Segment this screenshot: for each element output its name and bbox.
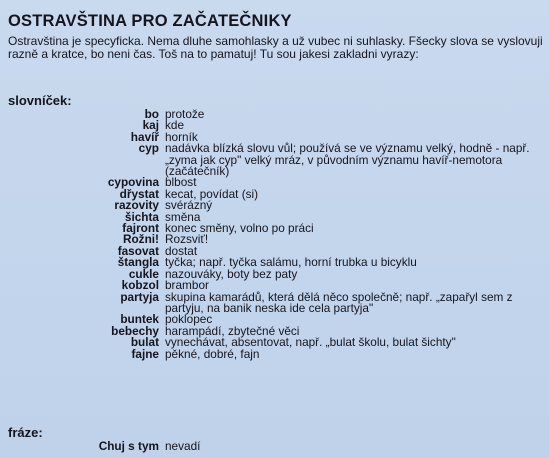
- section-heading-slovnicek: slovníček:: [8, 93, 72, 108]
- entry-definition: svérázný: [165, 198, 213, 213]
- entry-definition: kde: [165, 118, 185, 133]
- glossary-list: [0, 109, 549, 360]
- entry-term: razovity: [114, 198, 159, 213]
- section-heading-fraze: fráze:: [8, 425, 43, 440]
- glossary-entry: [0, 441, 549, 452]
- glossary-entry: [0, 177, 549, 188]
- entry-term: cypovina: [107, 175, 159, 190]
- glossary-entry: [0, 346, 549, 361]
- entry-definition: nadávka blízká slovu vůl; používá se ve významu velký, hodně - např. „zyma jak cyp" velký mráz, v původním významu havíř-nemotora (začátečník): [165, 141, 530, 179]
- entry-definition: nevadí: [165, 439, 201, 453]
- phrase-list: [0, 441, 549, 452]
- entry-definition: pěkné, dobré, fajn: [165, 346, 260, 361]
- entry-definition: poklopec: [165, 312, 213, 327]
- glossary-entry: [0, 223, 549, 234]
- entry-definition: nazouváky, boty bez paty: [165, 266, 298, 281]
- entry-definition: vynechávat, absentovat, např. „bulat školu, bulat šichty": [165, 335, 456, 350]
- glossary-entry: [0, 266, 549, 281]
- glossary-entry: [0, 186, 549, 201]
- entry-term: dřystat: [119, 186, 159, 201]
- glossary-entry: [0, 289, 549, 315]
- entry-term: fasovat: [117, 243, 159, 258]
- entry-definition: směna: [165, 209, 201, 224]
- entry-definition: brambor: [165, 278, 209, 293]
- entry-term: Rožni!: [122, 232, 159, 247]
- entry-term: Chuj s tym: [98, 439, 159, 453]
- entry-definition: harampádí, zbytečné věci: [165, 323, 300, 338]
- entry-term: kobzol: [121, 278, 159, 293]
- entry-definition: blbost: [165, 175, 197, 190]
- glossary-entry: [0, 120, 549, 131]
- glossary-entry: [0, 109, 549, 120]
- entry-term: štangla: [117, 255, 159, 270]
- entry-definition: protože: [165, 107, 205, 121]
- glossary-entry: [0, 234, 549, 245]
- entry-definition: tyčka; např. tyčka salámu, horní trubka u bicyklu: [165, 255, 417, 270]
- entry-term: fajront: [122, 221, 159, 236]
- entry-definition: skupina kamarádů, která dělá něco společně; např. „zapařyl sem z partyju, na banik neska ide cela partyja": [165, 289, 513, 315]
- entry-term: šichta: [124, 209, 159, 224]
- entry-definition: kecat, povídat (si): [165, 186, 259, 201]
- entry-term: fajne: [131, 346, 159, 361]
- entry-term: bebechy: [111, 323, 159, 338]
- glossary-entry: [0, 200, 549, 211]
- entry-term: partyja: [120, 289, 159, 304]
- glossary-entry: [0, 143, 549, 177]
- entry-definition: Rozsviť!: [165, 232, 209, 247]
- entry-term: buntek: [120, 312, 159, 327]
- entry-term: cyp: [138, 141, 159, 156]
- page-title: OSTRAVŠTINA PRO ZAČATEČNIKY: [8, 12, 292, 30]
- entry-definition: horník: [165, 129, 198, 144]
- entry-term: cukle: [128, 266, 159, 281]
- entry-term: bo: [144, 107, 159, 121]
- glossary-entry: [0, 337, 549, 348]
- intro-paragraph: Ostravština je specyficka. Nema dluhe samohlasky a už vubec ni suhlasky. Fšecky slova se vyslovuji razně a kratce, bo neni čas. Toš na to pamatuj! Tu sou jakesi zakladni vyrazy:: [8, 34, 543, 61]
- entry-term: bulat: [130, 335, 159, 350]
- entry-definition: konec směny, volno po práci: [165, 221, 314, 236]
- entry-definition: dostat: [165, 243, 198, 258]
- entry-term: kaj: [142, 118, 159, 133]
- entry-term: havíř: [130, 129, 159, 144]
